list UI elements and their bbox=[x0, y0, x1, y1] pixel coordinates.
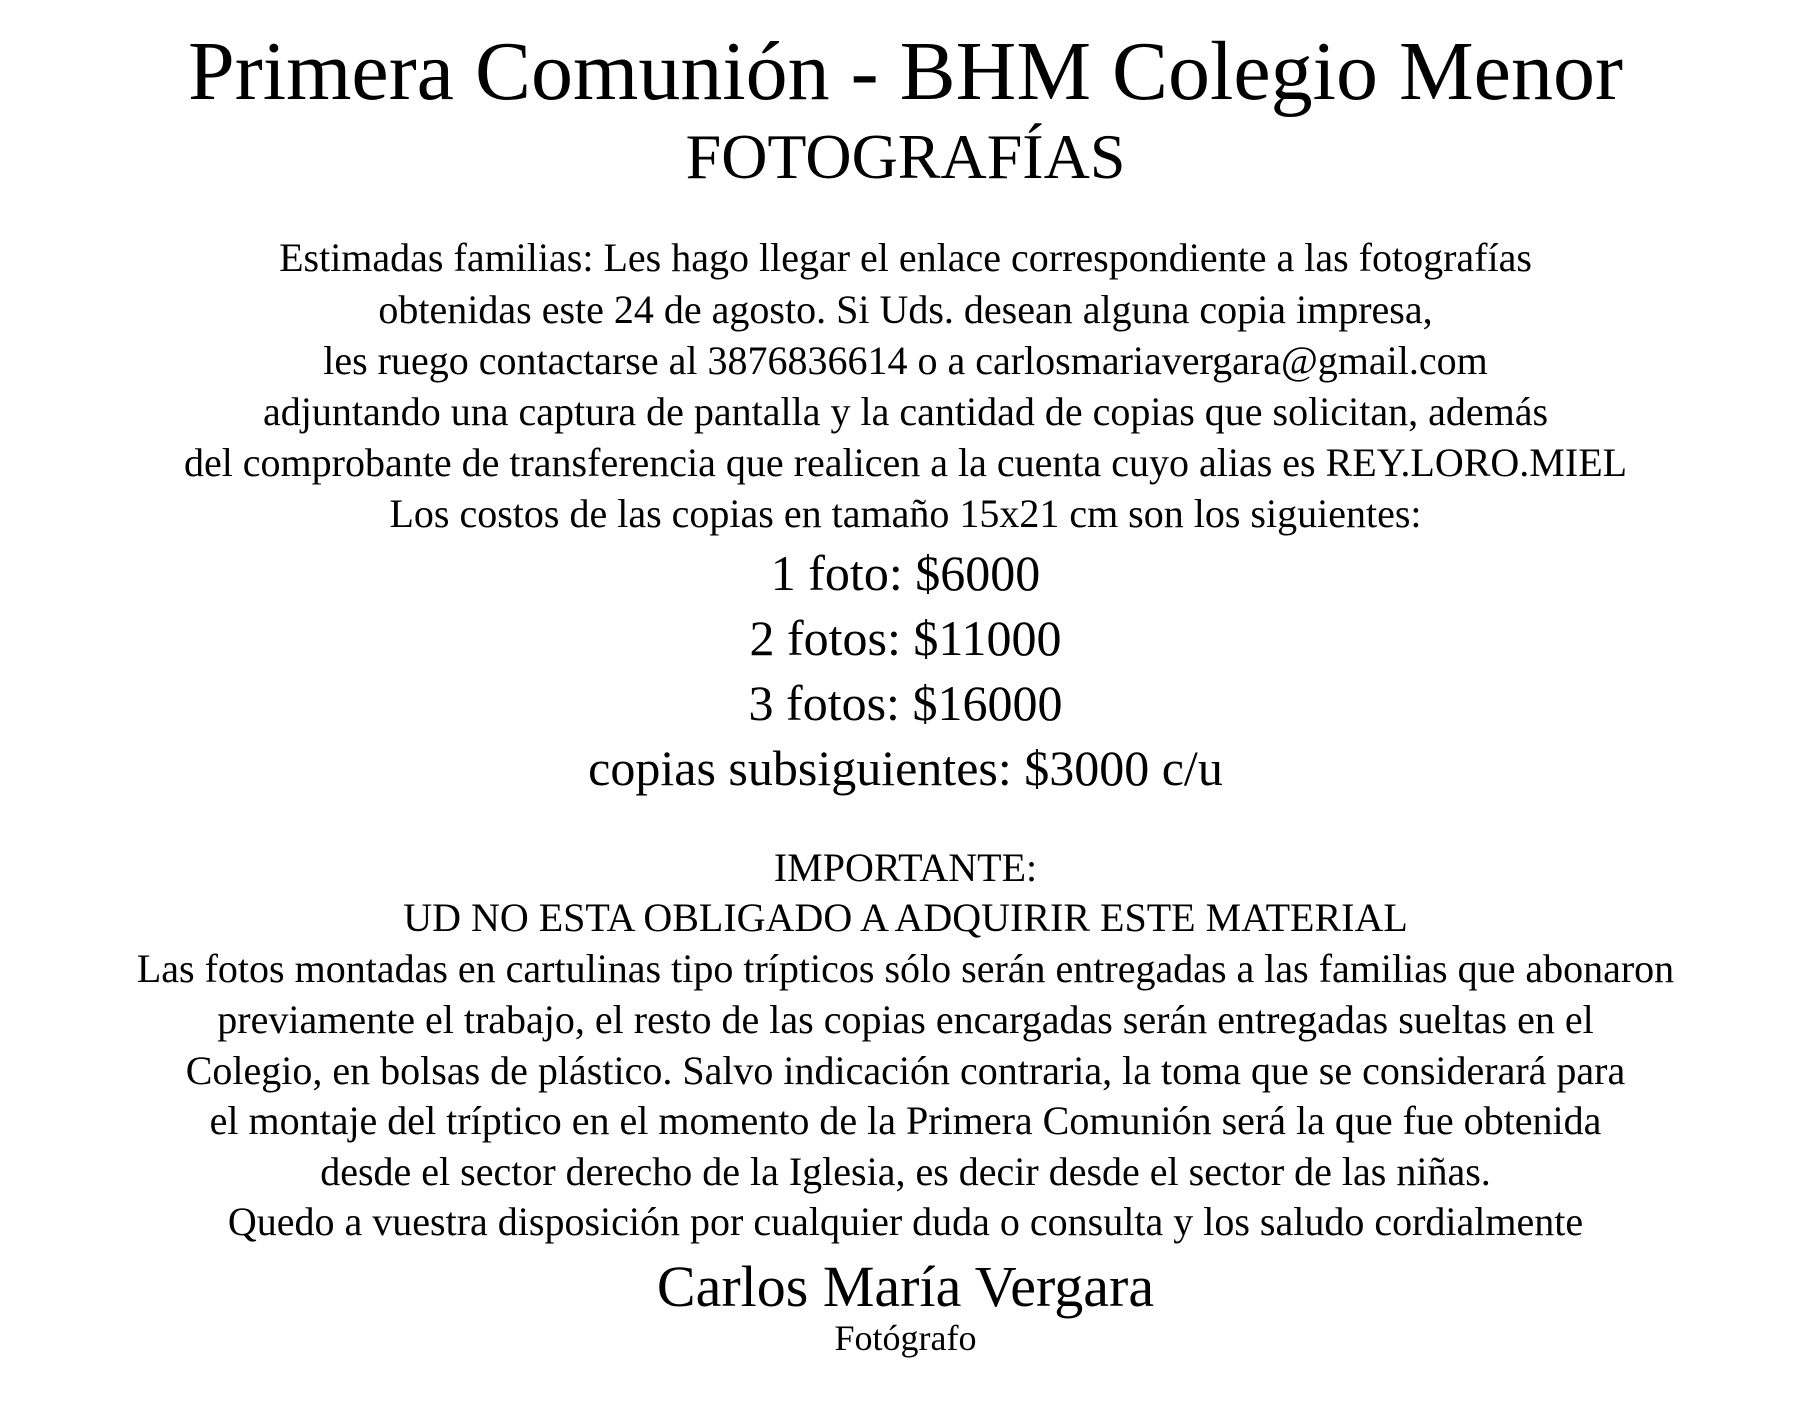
price-item: 2 fotos: $11000 bbox=[749, 610, 1062, 666]
price-item: copias subsiguientes: $3000 c/u bbox=[588, 740, 1223, 796]
page-title: Primera Comunión - BHM Colegio Menor bbox=[188, 25, 1623, 118]
notice-line: Quedo a vuestra disposición por cualquier duda o consulta y los saludo cordialmente bbox=[227, 1199, 1584, 1244]
notice-line: el montaje del tríptico en el momento de la Primera Comunión será la que fue obtenida bbox=[209, 1098, 1602, 1143]
intro-line: les ruego contactarse al 3876836614 o a carlosmariavergara@gmail.com bbox=[323, 338, 1488, 383]
intro-line: obtenidas este 24 de agosto. Si Uds. desean alguna copia impresa, bbox=[378, 287, 1433, 332]
intro-line: Los costos de las copias en tamaño 15x21 cm son los siguientes: bbox=[389, 491, 1422, 536]
notice-line: Colegio, en bolsas de plástico. Salvo indicación contraria, la toma que se considerará para bbox=[185, 1048, 1626, 1093]
notice-heading: IMPORTANTE: bbox=[773, 845, 1038, 890]
intro-line: del comprobante de transferencia que realicen a la cuenta cuyo alias es REY.LORO.MIEL bbox=[183, 440, 1628, 485]
signature-role: Fotógrafo bbox=[834, 1318, 977, 1358]
price-item: 3 fotos: $16000 bbox=[748, 675, 1063, 731]
intro-line: adjuntando una captura de pantalla y la cantidad de copias que solicitan, además bbox=[262, 389, 1549, 434]
notice-warning: UD NO ESTA OBLIGADO A ADQUIRIR ESTE MATERIAL bbox=[403, 895, 1408, 940]
notice-line: Las fotos montadas en cartulinas tipo trípticos sólo serán entregadas a las familias que abonaron bbox=[136, 946, 1675, 991]
notice-line: previamente el trabajo, el resto de las copias encargadas serán entregadas sueltas en el bbox=[217, 997, 1594, 1042]
price-item: 1 foto: $6000 bbox=[770, 545, 1041, 601]
intro-line: Estimadas familias: Les hago llegar el enlace correspondiente a las fotografías bbox=[279, 235, 1532, 280]
signature-name: Carlos María Vergara bbox=[656, 1254, 1155, 1319]
page-subtitle: FOTOGRAFÍAS bbox=[685, 121, 1126, 192]
notice-line: desde el sector derecho de la Iglesia, es decir desde el sector de las niñas. bbox=[320, 1149, 1491, 1194]
